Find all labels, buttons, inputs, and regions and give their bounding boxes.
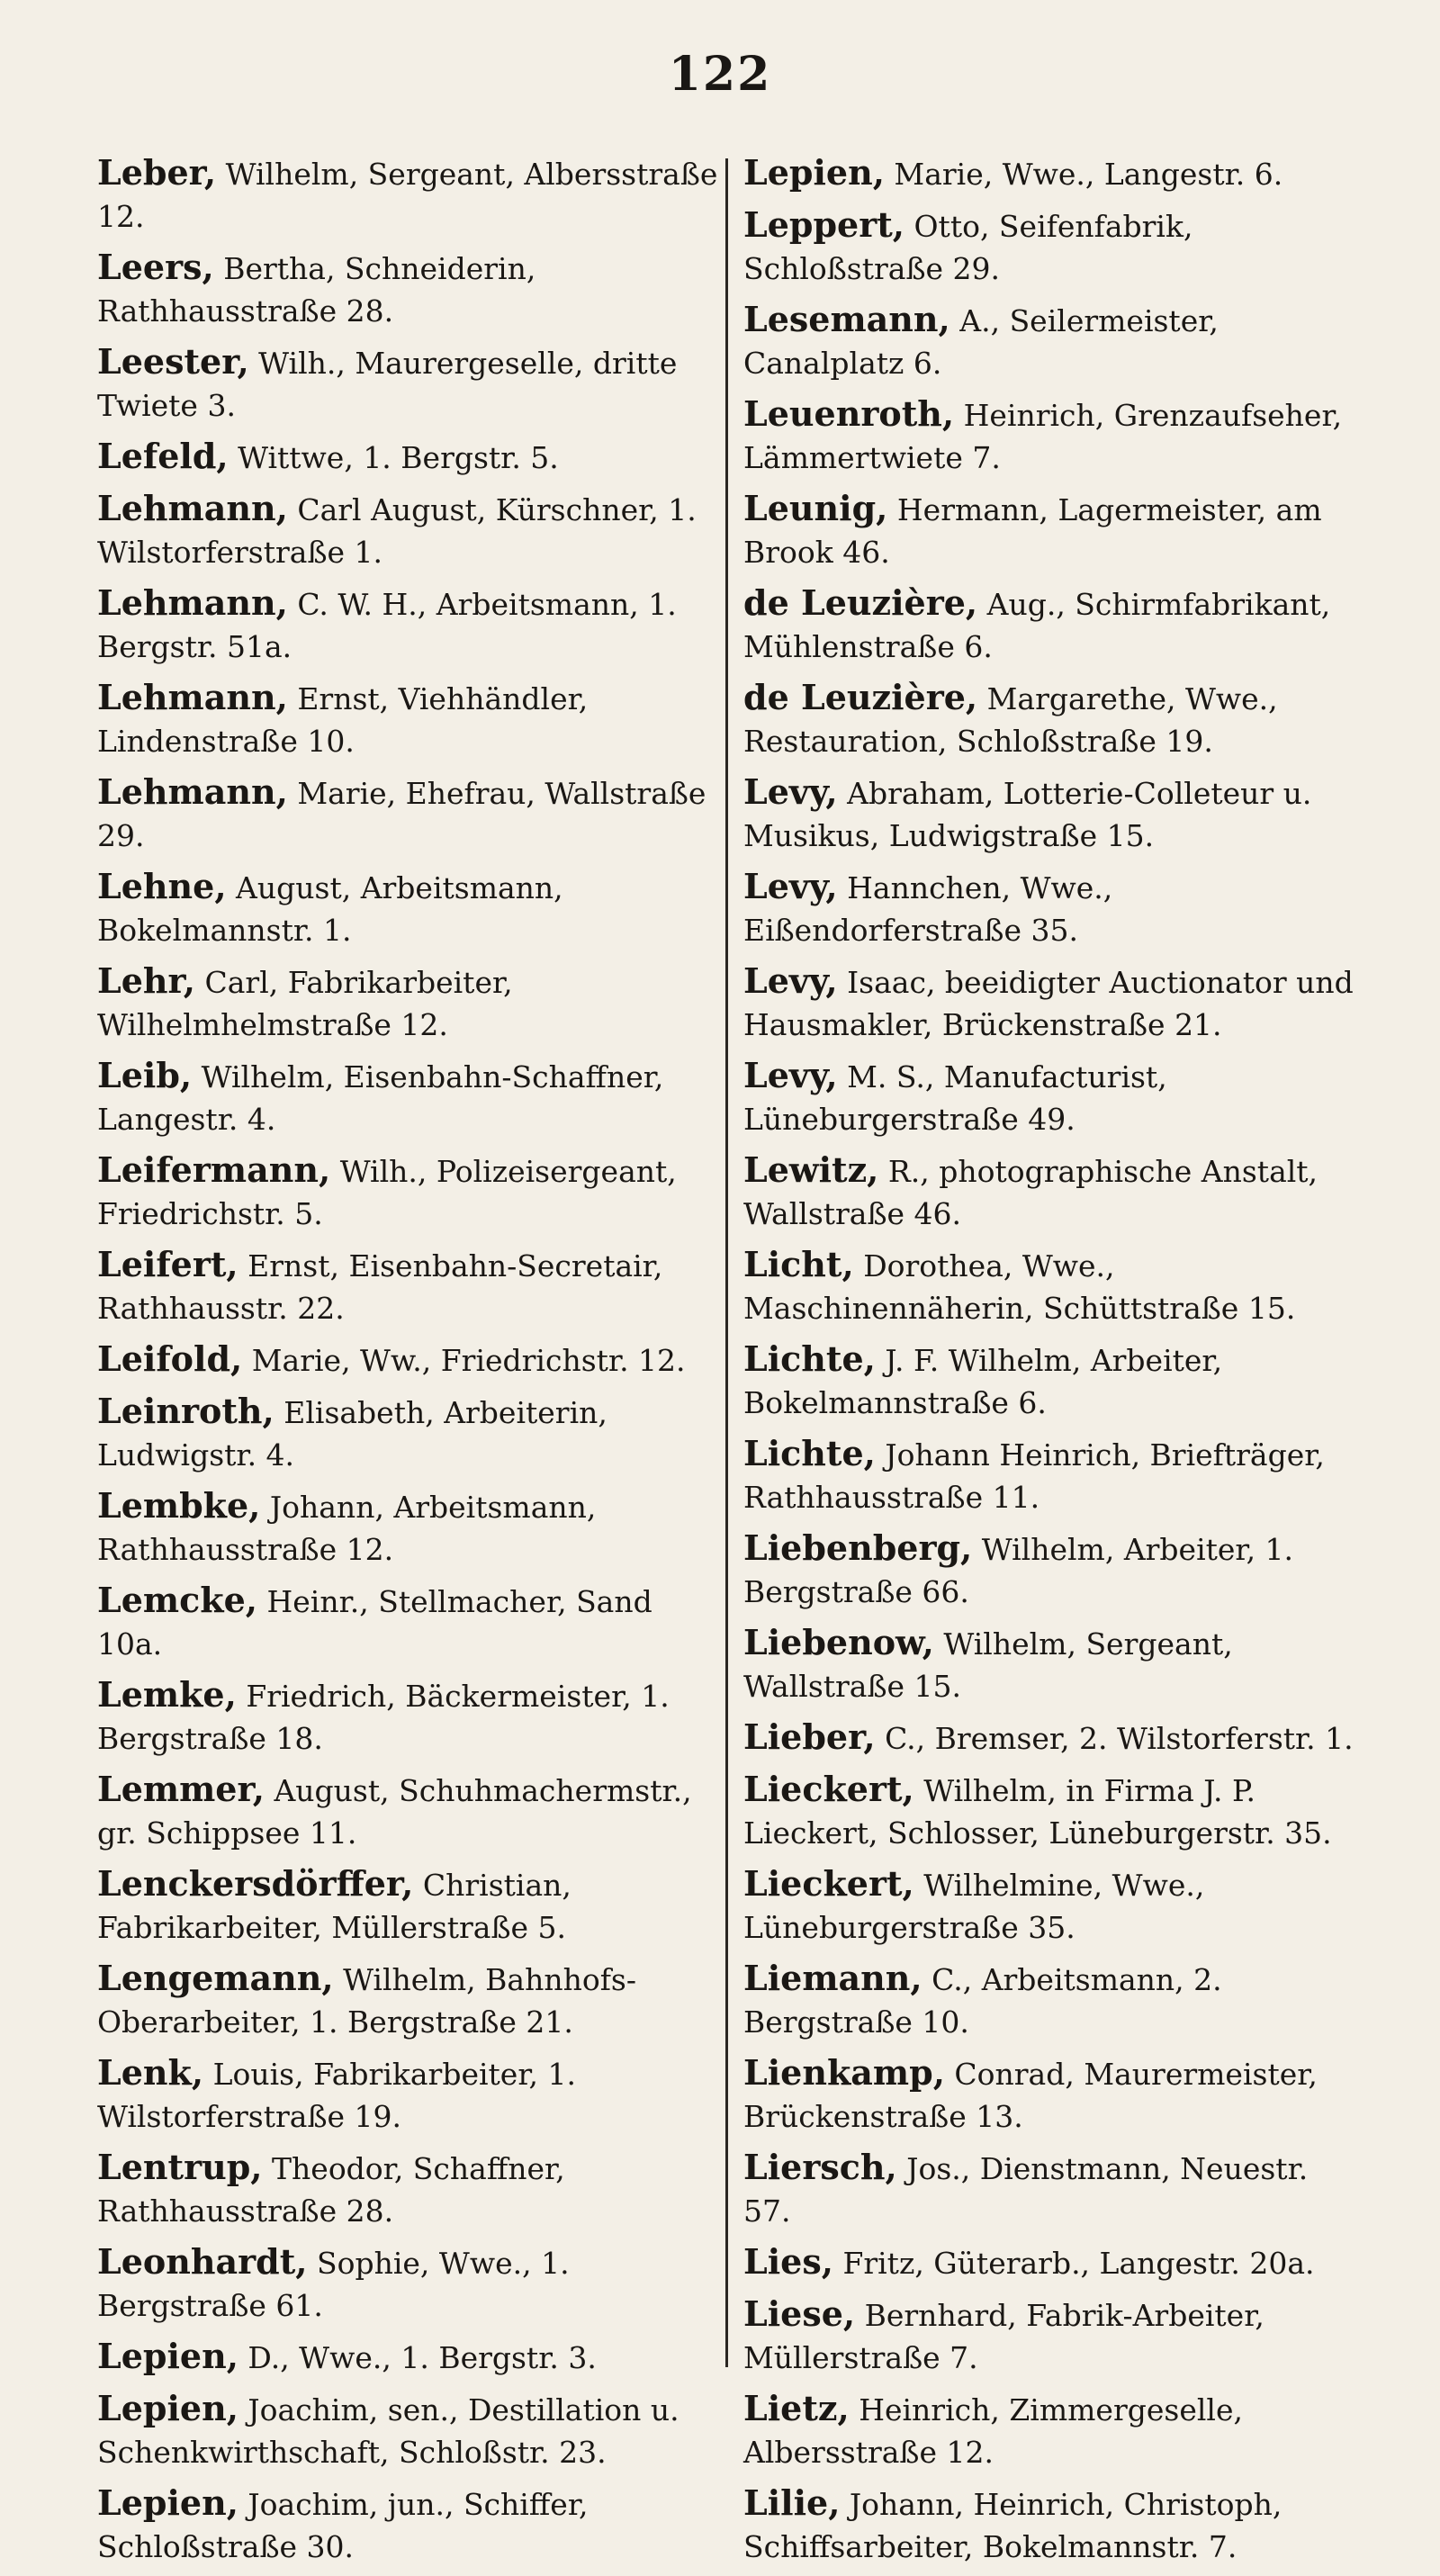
directory-entry [743,2292,1364,2379]
entry-surname: Lepien, [97,2388,238,2428]
entry-surname: Lehmann, [97,771,288,812]
directory-entry [743,2051,1364,2138]
entry-surname: Lenckersdörffer, [97,1863,414,1904]
entry-surname: Liebenow, [743,1622,934,1662]
entry-surname: Lemcke, [97,1580,257,1620]
entry-details: Wittwe, 1. Bergstr. 5. [228,440,559,475]
directory-entry [743,392,1364,479]
entry-details: August, Schuhmachermstr., gr. Schippsee 11. [97,1773,692,1851]
entry-surname: Lietz, [743,2388,850,2428]
directory-entry [743,203,1364,290]
entry-details: Wilhelm, in Firma J. P. Lieckert, Schlosser, Lüneburgerstr. 35. [743,1773,1332,1851]
entry-details: Bernhard, Fabrik-Arbeiter, Müllerstraße 7. [743,2298,1264,2375]
directory-entry [743,581,1364,668]
entry-details: Dorothea, Wwe., Maschinennäherin, Schüttstraße 15. [743,1248,1296,1326]
entry-details: A., Seilermeister, Canalplatz 6. [743,303,1219,381]
entry-surname: Lefeld, [97,436,229,476]
directory-entry [97,1054,718,1140]
directory-entry [743,151,1364,195]
entry-details: Carl August, Kürschner, 1. Wilstorferstraße 1. [97,492,697,570]
entry-surname: Leifert, [97,1244,238,1284]
entry-surname: Lehmann, [97,488,288,528]
directory-entry [743,2481,1364,2568]
directory-entry [743,2146,1364,2232]
entry-details: Theodor, Schaffner, Rathhausstraße 28. [97,2151,565,2229]
entry-surname: Lehr, [97,960,196,1001]
entry-surname: Lienkamp, [743,2052,945,2093]
entry-surname: Lehne, [97,866,227,906]
entry-details: C., Bremser, 2. Wilstorferstr. 1. [875,1721,1354,1756]
entry-details: Wilhelmine, Wwe., Lüneburgerstraße 35. [743,1868,1205,1945]
directory-entry [97,581,718,668]
directory-entry [97,1768,718,1854]
entry-details: C., Arbeitsmann, 2. Bergstraße 10. [743,1962,1222,2040]
directory-entry [97,770,718,857]
entry-surname: Liemann, [743,1958,922,1998]
entry-surname: Lesemann, [743,299,950,339]
entry-details: Heinrich, Zimmergeselle, Albersstraße 12. [743,2392,1243,2470]
entry-details: Marie, Ww., Friedrichstr. 12. [242,1343,686,1378]
entry-details: D., Wwe., 1. Bergstr. 3. [238,2340,597,2375]
entry-surname: Lepien, [97,2482,238,2523]
entry-details: Joachim, jun., Schiffer, Schloßstraße 30. [97,2487,589,2564]
entry-surname: Lilie, [743,2482,841,2523]
entry-surname: Leinroth, [97,1391,274,1431]
directory-entry [743,1716,1364,1760]
entry-surname: Lewitz, [743,1149,879,1190]
entry-details: Isaac, beeidigter Auctionator und Hausmakler, Brückenstraße 21. [743,965,1354,1042]
entry-surname: Lepien, [743,152,885,193]
directory-entry [97,1484,718,1571]
directory-entry [97,2481,718,2568]
directory-entry [743,298,1364,384]
entry-surname: Lehmann, [97,582,288,623]
entry-details: Sophie, Wwe., 1. Bergstraße 61. [97,2246,570,2323]
entry-surname: Lieckert, [743,1769,914,1809]
entry-details: Wilh., Maurergeselle, dritte Twiete 3. [97,346,678,423]
entry-surname: Lieckert, [743,1863,914,1904]
directory-entry [743,1957,1364,2043]
entry-surname: Liebenberg, [743,1527,973,1568]
entry-surname: Lemke, [97,1674,237,1715]
directory-entry [743,1621,1364,1707]
entry-details: Hermann, Lagermeister, am Brook 46. [743,492,1322,570]
directory-entry [97,1338,718,1382]
entry-surname: Lichte, [743,1433,876,1473]
directory-entry [743,676,1364,762]
entry-details: Fritz, Güterarb., Langestr. 20a. [832,2246,1315,2281]
entry-details: Bertha, Schneiderin, Rathhausstraße 28. [97,251,536,329]
right-column [743,151,1364,2576]
directory-entry [97,1579,718,1665]
entry-surname: Leester, [97,341,249,382]
directory-entry [743,1768,1364,1854]
directory-entry [97,340,718,427]
left-column [97,151,718,2576]
entry-surname: Levy, [743,960,838,1001]
entry-surname: Lengemann, [97,1958,334,1998]
directory-entry [97,959,718,1046]
entry-surname: Leers, [97,247,214,287]
entry-surname: Leunig, [743,488,888,528]
directory-entry [97,1390,718,1476]
directory-entry [97,435,718,479]
entry-surname: Leifold, [97,1338,243,1379]
entry-surname: Leifermann, [97,1149,331,1190]
entry-details: Jos., Dienstmann, Neuestr. 57. [743,2151,1309,2229]
directory-entry [743,2240,1364,2284]
entry-surname: Levy, [743,771,838,812]
directory-entry [743,959,1364,1046]
entry-details: Elisabeth, Arbeiterin, Ludwigstr. 4. [97,1395,608,1473]
entry-details: Christian, Fabrikarbeiter, Müllerstraße 5. [97,1868,572,1945]
entry-surname: Lentrup, [97,2147,263,2187]
directory-entry [743,1054,1364,1140]
directory-entry [743,487,1364,573]
entry-details: Wilhelm, Arbeiter, 1. Bergstraße 66. [743,1532,1294,1609]
entry-surname: Leber, [97,152,217,193]
entry-details: Conrad, Maurermeister, Brückenstraße 13. [743,2057,1318,2134]
entry-surname: de Leuzière, [743,677,978,717]
directory-entry [97,865,718,951]
entry-details: Heinr., Stellmacher, Sand 10a. [97,1584,652,1662]
entry-details: Marie, Wwe., Langestr. 6. [884,157,1283,192]
directory-entry [97,1673,718,1760]
directory-entry [97,2387,718,2473]
entry-details: Johann, Heinrich, Christoph, Schiffsarbeiter, Bokelmannstr. 7. [743,2487,1282,2564]
entry-details: Joachim, sen., Destillation u. Schenkwirthschaft, Schloßstr. 23. [97,2392,680,2470]
directory-entry [97,151,718,238]
entry-details: Johann Heinrich, Briefträger, Rathhausstraße 11. [743,1437,1325,1515]
entry-surname: Leonhardt, [97,2241,308,2282]
directory-entry [743,1527,1364,1613]
entry-surname: Liersch, [743,2147,897,2187]
directory-entry [97,1957,718,2043]
entry-surname: Lembke, [97,1485,261,1526]
entry-surname: Leib, [97,1055,193,1095]
entry-surname: Lichte, [743,1338,876,1379]
directory-entry [97,676,718,762]
entry-surname: Levy, [743,1055,838,1095]
entry-details: Friedrich, Bäckermeister, 1. Bergstraße 18. [97,1679,670,1756]
entry-details: R., photographische Anstalt, Wallstraße 46. [743,1154,1318,1231]
entry-details: C. W. H., Arbeitsmann, 1. Bergstr. 51a. [97,587,677,664]
entry-details: Wilhelm, Eisenbahn-Schaffner, Langestr. 4. [97,1059,664,1137]
entry-surname: Levy, [743,866,838,906]
entry-details: Margarethe, Wwe., Restauration, Schloßstraße 19. [743,681,1278,759]
entry-details: Wilhelm, Sergeant, Wallstraße 15. [743,1626,1233,1704]
directory-entry [743,770,1364,857]
entry-details: August, Arbeitsmann, Bokelmannstr. 1. [97,870,563,948]
entry-details: J. F. Wilhelm, Arbeiter, Bokelmannstraße 6. [743,1343,1223,1420]
entry-surname: Leuenroth, [743,393,955,434]
entry-details: Ernst, Viehhändler, Lindenstraße 10. [97,681,589,759]
page-number: 122 [668,47,772,102]
entry-surname: de Leuzière, [743,582,978,623]
directory-entry [97,246,718,332]
entry-surname: Lies, [743,2241,833,2282]
directory-entry [743,1862,1364,1949]
directory-entry [97,1148,718,1235]
directory-entry [743,865,1364,951]
entry-details: Hannchen, Wwe., Eißendorferstraße 35. [743,870,1113,948]
entry-details: Aug., Schirmfabrikant, Mühlenstraße 6. [743,587,1331,664]
entry-surname: Liese, [743,2293,856,2334]
entry-surname: Lehmann, [97,677,288,717]
entry-details: Marie, Ehefrau, Wallstraße 29. [97,776,706,853]
directory-entry [97,2240,718,2327]
entry-surname: Lenk, [97,2052,204,2093]
entry-details: Ernst, Eisenbahn-Secretair, Rathhausstr. 22. [97,1248,663,1326]
directory-entry [97,487,718,573]
entry-details: Wilh., Polizeisergeant, Friedrichstr. 5. [97,1154,677,1231]
entry-surname: Lieber, [743,1716,876,1757]
directory-entry [97,2146,718,2232]
entry-details: Heinrich, Grenzaufseher, Lämmertwiete 7. [743,398,1343,475]
directory-entry [97,1243,718,1329]
entry-surname: Lemmer, [97,1769,265,1809]
entry-details: Otto, Seifenfabrik, Schloßstraße 29. [743,209,1193,286]
entry-details: Abraham, Lotterie-Colleteur u. Musikus, Ludwigstraße 15. [743,776,1312,853]
entry-surname: Leppert, [743,204,905,245]
directory-entry [743,1338,1364,1424]
directory-entry [743,2387,1364,2473]
directory-entry [743,1148,1364,1235]
column-divider [725,158,728,2367]
directory-entry [97,1862,718,1949]
entry-details: Wilhelm, Sergeant, Albersstraße 12. [97,157,718,234]
entry-surname: Licht, [743,1244,854,1284]
entry-details: Johann, Arbeitsmann, Rathhausstraße 12. [97,1490,597,1567]
entry-details: M. S., Manufacturist, Lüneburgerstraße 49. [743,1059,1167,1137]
directory-entry [743,1243,1364,1329]
entry-details: Wilhelm, Bahnhofs-Oberarbeiter, 1. Bergstraße 21. [97,1962,636,2040]
directory-entry [97,2335,718,2379]
entry-details: Louis, Fabrikarbeiter, 1. Wilstorferstraße 19. [97,2057,576,2134]
entry-surname: Lepien, [97,2336,238,2376]
directory-entry [743,1432,1364,1518]
directory-entry [97,2051,718,2138]
entry-details: Carl, Fabrikarbeiter, Wilhelmhelmstraße 12. [97,965,513,1042]
